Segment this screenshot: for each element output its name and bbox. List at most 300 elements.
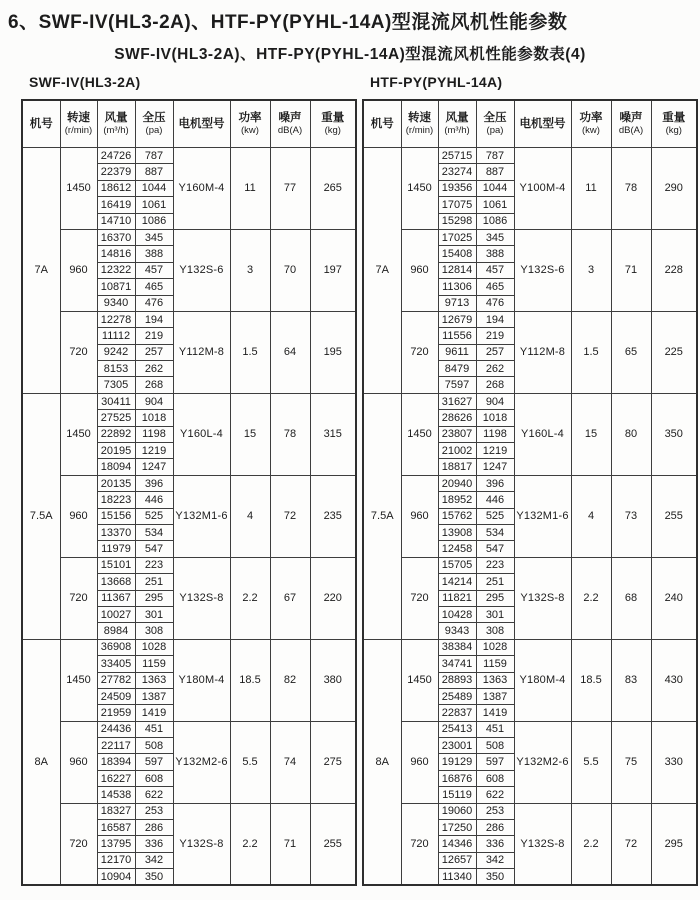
pressure-cell: 1159 xyxy=(135,656,173,672)
power-cell: 3 xyxy=(571,229,611,311)
pressure-cell: 1018 xyxy=(476,410,514,426)
airflow-cell: 23807 xyxy=(438,426,476,442)
table-row xyxy=(22,229,356,245)
motor-cell: Y132M2-6 xyxy=(173,721,230,803)
pressure-cell: 476 xyxy=(135,295,173,311)
airflow-cell: 18817 xyxy=(438,459,476,475)
noise-cell: 75 xyxy=(611,721,651,803)
pressure-cell: 257 xyxy=(135,344,173,360)
motor-cell: Y160L-4 xyxy=(173,393,230,475)
airflow-cell: 11556 xyxy=(438,328,476,344)
airflow-cell: 17075 xyxy=(438,197,476,213)
weight-cell: 197 xyxy=(310,229,356,311)
pressure-cell: 446 xyxy=(476,492,514,508)
speed-cell: 960 xyxy=(401,229,438,311)
pressure-cell: 1044 xyxy=(476,180,514,196)
noise-cell: 65 xyxy=(611,311,651,393)
pressure-cell: 1086 xyxy=(135,213,173,229)
pressure-cell: 887 xyxy=(135,164,173,180)
pressure-cell: 301 xyxy=(135,606,173,622)
column-header xyxy=(230,100,270,148)
column-header-name: 风量 xyxy=(445,112,469,125)
speed-cell: 720 xyxy=(401,803,438,885)
airflow-cell: 17025 xyxy=(438,229,476,245)
pressure-cell: 457 xyxy=(476,262,514,278)
pressure-cell: 1387 xyxy=(135,688,173,704)
pressure-cell: 904 xyxy=(476,393,514,409)
airflow-cell: 28626 xyxy=(438,410,476,426)
table-row xyxy=(363,557,697,573)
motor-cell: Y180M-4 xyxy=(514,639,571,721)
pressure-cell: 396 xyxy=(476,475,514,491)
motor-cell: Y132S-6 xyxy=(514,229,571,311)
airflow-cell: 38384 xyxy=(438,639,476,655)
airflow-cell: 22837 xyxy=(438,705,476,721)
power-cell: 4 xyxy=(571,475,611,557)
airflow-cell: 20135 xyxy=(97,475,135,491)
tables-row xyxy=(21,74,700,886)
pressure-cell: 223 xyxy=(476,557,514,573)
speed-cell: 960 xyxy=(60,229,97,311)
motor-cell: Y180M-4 xyxy=(173,639,230,721)
column-header xyxy=(476,100,514,148)
column-header xyxy=(22,100,60,148)
column-header-name: 机号 xyxy=(29,117,53,130)
airflow-cell: 33405 xyxy=(97,656,135,672)
pressure-cell: 597 xyxy=(135,754,173,770)
airflow-cell: 27525 xyxy=(97,410,135,426)
column-header xyxy=(310,100,356,148)
pressure-cell: 253 xyxy=(135,803,173,819)
airflow-cell: 31627 xyxy=(438,393,476,409)
airflow-cell: 22117 xyxy=(97,738,135,754)
airflow-cell: 16227 xyxy=(97,770,135,786)
airflow-cell: 15705 xyxy=(438,557,476,573)
noise-cell: 83 xyxy=(611,639,651,721)
pressure-cell: 1247 xyxy=(135,459,173,475)
airflow-cell: 18394 xyxy=(97,754,135,770)
airflow-cell: 21002 xyxy=(438,443,476,459)
pressure-cell: 336 xyxy=(476,836,514,852)
noise-cell: 78 xyxy=(270,393,310,475)
airflow-cell: 15762 xyxy=(438,508,476,524)
pressure-cell: 457 xyxy=(135,262,173,278)
weight-cell: 290 xyxy=(651,148,697,230)
noise-cell: 68 xyxy=(611,557,651,639)
power-cell: 2.2 xyxy=(571,803,611,885)
airflow-cell: 25413 xyxy=(438,721,476,737)
pressure-cell: 476 xyxy=(476,295,514,311)
speed-cell: 1450 xyxy=(401,393,438,475)
airflow-cell: 8479 xyxy=(438,361,476,377)
pressure-cell: 251 xyxy=(135,574,173,590)
speed-cell: 720 xyxy=(60,311,97,393)
pressure-cell: 223 xyxy=(135,557,173,573)
airflow-cell: 12679 xyxy=(438,311,476,327)
airflow-cell: 18612 xyxy=(97,180,135,196)
pressure-cell: 534 xyxy=(476,524,514,540)
noise-cell: 80 xyxy=(611,393,651,475)
motor-cell: Y160M-4 xyxy=(173,148,230,230)
motor-cell: Y132M1-6 xyxy=(514,475,571,557)
power-cell: 4 xyxy=(230,475,270,557)
pressure-cell: 1219 xyxy=(135,443,173,459)
pressure-cell: 547 xyxy=(476,541,514,557)
pressure-cell: 253 xyxy=(476,803,514,819)
model-cell: 8A xyxy=(22,639,60,885)
weight-cell: 228 xyxy=(651,229,697,311)
power-cell: 1.5 xyxy=(571,311,611,393)
airflow-cell: 20940 xyxy=(438,475,476,491)
speed-cell: 960 xyxy=(401,475,438,557)
pressure-cell: 219 xyxy=(476,328,514,344)
weight-cell: 330 xyxy=(651,721,697,803)
airflow-cell: 9713 xyxy=(438,295,476,311)
airflow-cell: 12814 xyxy=(438,262,476,278)
table-row xyxy=(22,557,356,573)
airflow-cell: 24436 xyxy=(97,721,135,737)
speed-cell: 720 xyxy=(60,557,97,639)
airflow-cell: 18223 xyxy=(97,492,135,508)
column-header-name: 噪声 xyxy=(619,112,643,125)
pressure-cell: 1419 xyxy=(476,705,514,721)
airflow-cell: 8153 xyxy=(97,361,135,377)
noise-cell: 73 xyxy=(611,475,651,557)
pressure-cell: 1061 xyxy=(135,197,173,213)
pressure-cell: 1363 xyxy=(135,672,173,688)
pressure-cell: 268 xyxy=(135,377,173,393)
airflow-cell: 12657 xyxy=(438,852,476,868)
column-header xyxy=(60,100,97,148)
speed-cell: 1450 xyxy=(60,393,97,475)
pressure-cell: 465 xyxy=(476,279,514,295)
speed-cell: 1450 xyxy=(401,639,438,721)
model-cell: 7.5A xyxy=(22,393,60,639)
pressure-cell: 1028 xyxy=(135,639,173,655)
weight-cell: 255 xyxy=(651,475,697,557)
table-row xyxy=(363,639,697,655)
noise-cell: 78 xyxy=(611,148,651,230)
motor-cell: Y132M2-6 xyxy=(514,721,571,803)
column-header-name: 重量 xyxy=(662,112,686,125)
column-header xyxy=(173,100,230,148)
speed-cell: 1450 xyxy=(401,148,438,230)
weight-cell: 430 xyxy=(651,639,697,721)
pressure-cell: 1419 xyxy=(135,705,173,721)
weight-cell: 235 xyxy=(310,475,356,557)
motor-cell: Y160L-4 xyxy=(514,393,571,475)
airflow-cell: 18327 xyxy=(97,803,135,819)
column-header-unit: (r/min) xyxy=(405,125,434,136)
noise-cell: 72 xyxy=(611,803,651,885)
model-cell: 7A xyxy=(363,148,401,394)
table-block-swf xyxy=(21,74,355,886)
airflow-cell: 16419 xyxy=(97,197,135,213)
table-row xyxy=(22,721,356,737)
airflow-cell: 12278 xyxy=(97,311,135,327)
pressure-cell: 219 xyxy=(135,328,173,344)
pressure-cell: 1219 xyxy=(476,443,514,459)
pressure-cell: 286 xyxy=(476,820,514,836)
airflow-cell: 19060 xyxy=(438,803,476,819)
table-row xyxy=(363,393,697,409)
column-header-unit: (r/min) xyxy=(64,125,93,136)
pressure-cell: 451 xyxy=(135,721,173,737)
pressure-cell: 787 xyxy=(476,148,514,164)
pressure-cell: 451 xyxy=(476,721,514,737)
page-title: 6、SWF-IV(HL3-2A)、HTF-PY(PYHL-14A)型混流风机性能参数 xyxy=(8,12,568,33)
pressure-cell: 622 xyxy=(135,787,173,803)
pressure-cell: 887 xyxy=(476,164,514,180)
column-header-unit: dB(A) xyxy=(277,125,303,136)
pressure-cell: 342 xyxy=(135,852,173,868)
airflow-cell: 15298 xyxy=(438,213,476,229)
column-header-name: 全压 xyxy=(483,112,507,125)
pressure-cell: 257 xyxy=(476,344,514,360)
pressure-cell: 262 xyxy=(135,361,173,377)
airflow-cell: 30411 xyxy=(97,393,135,409)
table-caption-htf: HTF-PY(PYHL-14A) xyxy=(370,74,503,90)
power-cell: 15 xyxy=(230,393,270,475)
weight-cell: 225 xyxy=(651,311,697,393)
airflow-cell: 15101 xyxy=(97,557,135,573)
motor-cell: Y112M-8 xyxy=(173,311,230,393)
model-cell: 7.5A xyxy=(363,393,401,639)
airflow-cell: 21959 xyxy=(97,705,135,721)
pressure-cell: 534 xyxy=(135,524,173,540)
motor-cell: Y132S-6 xyxy=(173,229,230,311)
pressure-cell: 388 xyxy=(476,246,514,262)
airflow-cell: 16370 xyxy=(97,229,135,245)
airflow-cell: 12458 xyxy=(438,541,476,557)
column-header-name: 重量 xyxy=(321,112,345,125)
column-header-unit: (pa) xyxy=(486,125,504,136)
airflow-cell: 11821 xyxy=(438,590,476,606)
airflow-cell: 16587 xyxy=(97,820,135,836)
airflow-cell: 8984 xyxy=(97,623,135,639)
pressure-cell: 1387 xyxy=(476,688,514,704)
noise-cell: 82 xyxy=(270,639,310,721)
airflow-cell: 10428 xyxy=(438,606,476,622)
table-row xyxy=(363,311,697,327)
pressure-cell: 446 xyxy=(135,492,173,508)
column-header xyxy=(363,100,401,148)
airflow-cell: 13908 xyxy=(438,524,476,540)
noise-cell: 64 xyxy=(270,311,310,393)
motor-cell: Y112M-8 xyxy=(514,311,571,393)
airflow-cell: 14346 xyxy=(438,836,476,852)
airflow-cell: 34741 xyxy=(438,656,476,672)
column-header xyxy=(438,100,476,148)
pressure-cell: 350 xyxy=(476,869,514,885)
speed-cell: 720 xyxy=(60,803,97,885)
power-cell: 11 xyxy=(230,148,270,230)
airflow-cell: 9340 xyxy=(97,295,135,311)
pressure-cell: 388 xyxy=(135,246,173,262)
pressure-cell: 345 xyxy=(135,229,173,245)
table-row xyxy=(363,229,697,245)
pressure-cell: 345 xyxy=(476,229,514,245)
weight-cell: 380 xyxy=(310,639,356,721)
pressure-cell: 308 xyxy=(135,623,173,639)
airflow-cell: 11367 xyxy=(97,590,135,606)
column-header xyxy=(571,100,611,148)
airflow-cell: 22379 xyxy=(97,164,135,180)
pressure-cell: 1198 xyxy=(476,426,514,442)
page-subtitle: SWF-IV(HL3-2A)、HTF-PY(PYHL-14A)型混流风机性能参数表(4) xyxy=(114,46,586,63)
airflow-cell: 14710 xyxy=(97,213,135,229)
airflow-cell: 12322 xyxy=(97,262,135,278)
airflow-cell: 16876 xyxy=(438,770,476,786)
power-cell: 3 xyxy=(230,229,270,311)
pressure-cell: 904 xyxy=(135,393,173,409)
airflow-cell: 36908 xyxy=(97,639,135,655)
column-header-name: 功率 xyxy=(238,112,262,125)
pressure-cell: 1363 xyxy=(476,672,514,688)
model-cell: 8A xyxy=(363,639,401,885)
pressure-cell: 251 xyxy=(476,574,514,590)
column-header-name: 机号 xyxy=(370,117,394,130)
pressure-cell: 295 xyxy=(476,590,514,606)
speed-cell: 1450 xyxy=(60,639,97,721)
power-cell: 15 xyxy=(571,393,611,475)
speed-cell: 1450 xyxy=(60,148,97,230)
performance-table-htf xyxy=(362,99,698,886)
weight-cell: 220 xyxy=(310,557,356,639)
motor-cell: Y100M-4 xyxy=(514,148,571,230)
pressure-cell: 396 xyxy=(135,475,173,491)
airflow-cell: 12170 xyxy=(97,852,135,868)
pressure-cell: 547 xyxy=(135,541,173,557)
column-header-unit: (kg) xyxy=(324,125,341,136)
noise-cell: 72 xyxy=(270,475,310,557)
weight-cell: 265 xyxy=(310,148,356,230)
airflow-cell: 14538 xyxy=(97,787,135,803)
airflow-cell: 9242 xyxy=(97,344,135,360)
airflow-cell: 15119 xyxy=(438,787,476,803)
pressure-cell: 1044 xyxy=(135,180,173,196)
pressure-cell: 508 xyxy=(135,738,173,754)
column-header-name: 电机型号 xyxy=(519,117,566,130)
airflow-cell: 13668 xyxy=(97,574,135,590)
column-header xyxy=(611,100,651,148)
pressure-cell: 608 xyxy=(135,770,173,786)
pressure-cell: 508 xyxy=(476,738,514,754)
table-row xyxy=(22,311,356,327)
table-row xyxy=(22,148,356,164)
table-row xyxy=(22,393,356,409)
weight-cell: 350 xyxy=(651,393,697,475)
column-header-name: 转速 xyxy=(67,112,90,125)
airflow-cell: 20195 xyxy=(97,443,135,459)
pressure-cell: 465 xyxy=(135,279,173,295)
column-header-unit: (m³/h) xyxy=(444,125,470,136)
pressure-cell: 308 xyxy=(476,623,514,639)
airflow-cell: 14214 xyxy=(438,574,476,590)
column-header xyxy=(97,100,135,148)
weight-cell: 240 xyxy=(651,557,697,639)
weight-cell: 315 xyxy=(310,393,356,475)
table-block-htf xyxy=(362,74,696,886)
pressure-cell: 342 xyxy=(476,852,514,868)
column-header-name: 风量 xyxy=(104,112,128,125)
header-row xyxy=(363,100,697,148)
noise-cell: 71 xyxy=(611,229,651,311)
airflow-cell: 9343 xyxy=(438,623,476,639)
column-header xyxy=(514,100,571,148)
airflow-cell: 15408 xyxy=(438,246,476,262)
column-header-unit: (m³/h) xyxy=(103,125,129,136)
power-cell: 18.5 xyxy=(230,639,270,721)
pressure-cell: 608 xyxy=(476,770,514,786)
table-row xyxy=(363,475,697,491)
pressure-cell: 1247 xyxy=(476,459,514,475)
airflow-cell: 25489 xyxy=(438,688,476,704)
pressure-cell: 1198 xyxy=(135,426,173,442)
speed-cell: 960 xyxy=(401,721,438,803)
power-cell: 18.5 xyxy=(571,639,611,721)
pressure-cell: 194 xyxy=(135,311,173,327)
pressure-cell: 295 xyxy=(135,590,173,606)
airflow-cell: 11306 xyxy=(438,279,476,295)
table-row xyxy=(363,148,697,164)
airflow-cell: 13795 xyxy=(97,836,135,852)
power-cell: 2.2 xyxy=(571,557,611,639)
airflow-cell: 9611 xyxy=(438,344,476,360)
pressure-cell: 1028 xyxy=(476,639,514,655)
weight-cell: 295 xyxy=(651,803,697,885)
column-header xyxy=(401,100,438,148)
airflow-cell: 13370 xyxy=(97,524,135,540)
noise-cell: 70 xyxy=(270,229,310,311)
pressure-cell: 525 xyxy=(476,508,514,524)
power-cell: 5.5 xyxy=(571,721,611,803)
column-header-name: 噪声 xyxy=(278,112,302,125)
motor-cell: Y132S-8 xyxy=(514,557,571,639)
airflow-cell: 23001 xyxy=(438,738,476,754)
airflow-cell: 10904 xyxy=(97,869,135,885)
document-page xyxy=(0,7,700,886)
motor-cell: Y132S-8 xyxy=(173,803,230,885)
pressure-cell: 350 xyxy=(135,869,173,885)
pressure-cell: 336 xyxy=(135,836,173,852)
motor-cell: Y132S-8 xyxy=(173,557,230,639)
speed-cell: 720 xyxy=(401,557,438,639)
noise-cell: 74 xyxy=(270,721,310,803)
pressure-cell: 1061 xyxy=(476,197,514,213)
speed-cell: 960 xyxy=(60,475,97,557)
weight-cell: 255 xyxy=(310,803,356,885)
airflow-cell: 22892 xyxy=(97,426,135,442)
airflow-cell: 28893 xyxy=(438,672,476,688)
airflow-cell: 19129 xyxy=(438,754,476,770)
column-header-unit: (kw) xyxy=(241,125,259,136)
column-header-name: 全压 xyxy=(142,112,166,125)
pressure-cell: 301 xyxy=(476,606,514,622)
weight-cell: 195 xyxy=(310,311,356,393)
pressure-cell: 787 xyxy=(135,148,173,164)
column-header-unit: dB(A) xyxy=(618,125,644,136)
pressure-cell: 268 xyxy=(476,377,514,393)
weight-cell: 275 xyxy=(310,721,356,803)
column-header-unit: (kg) xyxy=(665,125,682,136)
power-cell: 2.2 xyxy=(230,557,270,639)
noise-cell: 77 xyxy=(270,148,310,230)
airflow-cell: 15156 xyxy=(97,508,135,524)
airflow-cell: 24726 xyxy=(97,148,135,164)
pressure-cell: 1086 xyxy=(476,213,514,229)
airflow-cell: 18094 xyxy=(97,459,135,475)
